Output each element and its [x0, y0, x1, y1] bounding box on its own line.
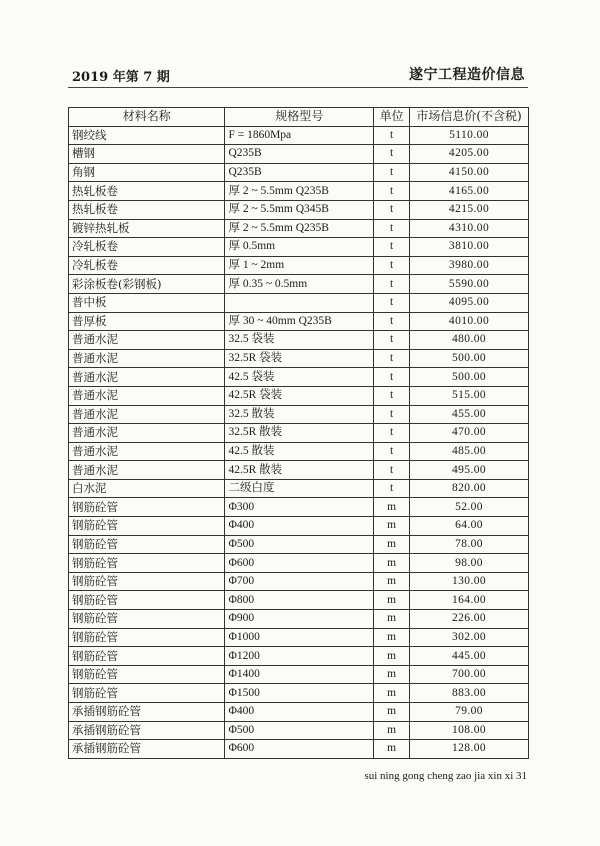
spec-cell: F = 1860Mpa	[225, 126, 374, 145]
table-row	[69, 312, 529, 331]
material-name-cell: 钢筋砼管	[69, 591, 225, 610]
spec-cell: Q235B	[225, 145, 374, 164]
price-cell: 495.00	[410, 461, 529, 480]
spec-cell: Φ400	[225, 703, 374, 722]
table-row	[69, 386, 529, 405]
unit-cell: t	[374, 442, 410, 461]
spec-cell: 厚 30 ~ 40mm Q235B	[225, 312, 374, 331]
table-row	[69, 628, 529, 647]
table-row	[69, 424, 529, 443]
spec-cell: 厚 2 ~ 5.5mm Q235B	[225, 219, 374, 238]
table-row	[69, 256, 529, 275]
spec-cell: 厚 0.35 ~ 0.5mm	[225, 275, 374, 294]
unit-cell: m	[374, 684, 410, 703]
table-row	[69, 572, 529, 591]
price-cell: 79.00	[410, 703, 529, 722]
unit-cell: t	[374, 126, 410, 145]
unit-cell: m	[374, 591, 410, 610]
price-cell: 5590.00	[410, 275, 529, 294]
material-name-cell: 普通水泥	[69, 442, 225, 461]
spec-cell: 二级白度	[225, 479, 374, 498]
column-header-spec: 规格型号	[225, 108, 374, 127]
price-cell: 485.00	[410, 442, 529, 461]
table-row	[69, 238, 529, 257]
table-row	[69, 293, 529, 312]
material-name-cell: 角钢	[69, 163, 225, 182]
price-cell: 480.00	[410, 331, 529, 350]
material-name-cell: 钢筋砼管	[69, 572, 225, 591]
table-row	[69, 163, 529, 182]
unit-cell: m	[374, 572, 410, 591]
unit-cell: t	[374, 219, 410, 238]
price-cell: 4205.00	[410, 145, 529, 164]
unit-cell: t	[374, 349, 410, 368]
price-cell: 820.00	[410, 479, 529, 498]
material-name-cell: 白水泥	[69, 479, 225, 498]
price-cell: 500.00	[410, 349, 529, 368]
spec-cell: 32.5R 散装	[225, 424, 374, 443]
price-cell: 4095.00	[410, 293, 529, 312]
table-row	[69, 498, 529, 517]
spec-cell: Φ800	[225, 591, 374, 610]
unit-cell: t	[374, 368, 410, 387]
material-name-cell: 普通水泥	[69, 349, 225, 368]
price-cell: 4165.00	[410, 182, 529, 201]
price-cell: 4010.00	[410, 312, 529, 331]
material-name-cell: 钢绞线	[69, 126, 225, 145]
price-cell: 470.00	[410, 424, 529, 443]
material-name-cell: 冷轧板卷	[69, 238, 225, 257]
unit-cell: m	[374, 628, 410, 647]
spec-cell: Φ500	[225, 535, 374, 554]
spec-cell: Φ1000	[225, 628, 374, 647]
table-row	[69, 647, 529, 666]
spec-cell: 厚 1 ~ 2mm	[225, 256, 374, 275]
spec-cell	[225, 293, 374, 312]
spec-cell: Q235B	[225, 163, 374, 182]
price-cell: 302.00	[410, 628, 529, 647]
price-cell: 445.00	[410, 647, 529, 666]
unit-cell: t	[374, 182, 410, 201]
publication-title: 遂宁工程造价信息	[409, 67, 525, 83]
table-row	[69, 368, 529, 387]
table-row	[69, 349, 529, 368]
unit-cell: t	[374, 331, 410, 350]
material-name-cell: 热轧板卷	[69, 200, 225, 219]
price-cell: 515.00	[410, 386, 529, 405]
unit-cell: t	[374, 405, 410, 424]
table-row	[69, 479, 529, 498]
table-row	[69, 517, 529, 536]
spec-cell: 42.5 散装	[225, 442, 374, 461]
material-name-cell: 钢筋砼管	[69, 647, 225, 666]
unit-cell: t	[374, 293, 410, 312]
price-cell: 5110.00	[410, 126, 529, 145]
unit-cell: t	[374, 275, 410, 294]
price-cell: 130.00	[410, 572, 529, 591]
table-row	[69, 200, 529, 219]
unit-cell: m	[374, 535, 410, 554]
spec-cell: Φ400	[225, 517, 374, 536]
unit-cell: m	[374, 647, 410, 666]
unit-cell: t	[374, 145, 410, 164]
unit-cell: t	[374, 424, 410, 443]
material-name-cell: 普通水泥	[69, 461, 225, 480]
column-header-price: 市场信息价(不含税)	[410, 108, 529, 127]
price-cell: 226.00	[410, 610, 529, 629]
spec-cell: Φ1500	[225, 684, 374, 703]
price-cell: 108.00	[410, 721, 529, 740]
table-row	[69, 703, 529, 722]
table-row	[69, 740, 529, 759]
material-name-cell: 钢筋砼管	[69, 684, 225, 703]
unit-cell: m	[374, 554, 410, 573]
spec-cell: 32.5R 袋装	[225, 349, 374, 368]
price-table	[68, 107, 529, 759]
price-cell: 4150.00	[410, 163, 529, 182]
unit-cell: t	[374, 312, 410, 331]
price-cell: 3810.00	[410, 238, 529, 257]
material-name-cell: 钢筋砼管	[69, 498, 225, 517]
table-row	[69, 610, 529, 629]
spec-cell: 32.5 袋装	[225, 331, 374, 350]
unit-cell: m	[374, 517, 410, 536]
unit-cell: t	[374, 200, 410, 219]
spec-cell: Φ1400	[225, 665, 374, 684]
table-row	[69, 461, 529, 480]
unit-cell: t	[374, 386, 410, 405]
table-row	[69, 442, 529, 461]
table-row	[69, 684, 529, 703]
price-cell: 700.00	[410, 665, 529, 684]
material-name-cell: 槽钢	[69, 145, 225, 164]
table-row	[69, 554, 529, 573]
spec-cell: Φ700	[225, 572, 374, 591]
table-row	[69, 535, 529, 554]
material-name-cell: 承插钢筋砼管	[69, 740, 225, 759]
price-cell: 883.00	[410, 684, 529, 703]
material-name-cell: 钢筋砼管	[69, 628, 225, 647]
spec-cell: Φ300	[225, 498, 374, 517]
table-row	[69, 665, 529, 684]
unit-cell: t	[374, 163, 410, 182]
price-cell: 455.00	[410, 405, 529, 424]
spec-cell: 厚 2 ~ 5.5mm Q345B	[225, 200, 374, 219]
price-cell: 64.00	[410, 517, 529, 536]
header-divider	[68, 87, 528, 88]
price-cell: 128.00	[410, 740, 529, 759]
price-cell: 98.00	[410, 554, 529, 573]
spec-cell: 32.5 散装	[225, 405, 374, 424]
unit-cell: m	[374, 665, 410, 684]
unit-cell: t	[374, 479, 410, 498]
material-name-cell: 普通水泥	[69, 424, 225, 443]
table-row	[69, 219, 529, 238]
unit-cell: t	[374, 461, 410, 480]
issue-label: 2019 年第 7 期	[72, 70, 170, 85]
spec-cell: 42.5 袋装	[225, 368, 374, 387]
table-row	[69, 275, 529, 294]
price-cell: 164.00	[410, 591, 529, 610]
material-name-cell: 普通水泥	[69, 386, 225, 405]
unit-cell: m	[374, 610, 410, 629]
material-name-cell: 普厚板	[69, 312, 225, 331]
material-name-cell: 热轧板卷	[69, 182, 225, 201]
table-header-row	[69, 108, 529, 127]
price-cell: 52.00	[410, 498, 529, 517]
unit-cell: m	[374, 740, 410, 759]
unit-cell: m	[374, 498, 410, 517]
table-row	[69, 182, 529, 201]
spec-cell: Φ1200	[225, 647, 374, 666]
page-footer: sui ning gong cheng zao jia xin xi 31	[364, 770, 527, 782]
spec-cell: 42.5R 散装	[225, 461, 374, 480]
table-row	[69, 721, 529, 740]
material-name-cell: 钢筋砼管	[69, 665, 225, 684]
spec-cell: Φ900	[225, 610, 374, 629]
spec-cell: 厚 0.5mm	[225, 238, 374, 257]
table-row	[69, 126, 529, 145]
price-cell: 4310.00	[410, 219, 529, 238]
material-name-cell: 钢筋砼管	[69, 535, 225, 554]
material-name-cell: 冷轧板卷	[69, 256, 225, 275]
spec-cell: Φ500	[225, 721, 374, 740]
table-row	[69, 331, 529, 350]
material-name-cell: 钢筋砼管	[69, 554, 225, 573]
unit-cell: t	[374, 238, 410, 257]
price-cell: 4215.00	[410, 200, 529, 219]
material-name-cell: 普中板	[69, 293, 225, 312]
material-name-cell: 钢筋砼管	[69, 517, 225, 536]
unit-cell: t	[374, 256, 410, 275]
spec-cell: 厚 2 ~ 5.5mm Q235B	[225, 182, 374, 201]
material-name-cell: 普通水泥	[69, 331, 225, 350]
unit-cell: m	[374, 721, 410, 740]
spec-cell: Φ600	[225, 740, 374, 759]
material-name-cell: 彩涂板卷(彩钢板)	[69, 275, 225, 294]
table-row	[69, 405, 529, 424]
price-cell: 3980.00	[410, 256, 529, 275]
table-row	[69, 591, 529, 610]
material-name-cell: 镀锌热轧板	[69, 219, 225, 238]
material-name-cell: 承插钢筋砼管	[69, 721, 225, 740]
table-row	[69, 145, 529, 164]
material-name-cell: 普通水泥	[69, 368, 225, 387]
spec-cell: Φ600	[225, 554, 374, 573]
column-header-name: 材料名称	[69, 108, 225, 127]
unit-cell: m	[374, 703, 410, 722]
spec-cell: 42.5R 袋装	[225, 386, 374, 405]
material-name-cell: 承插钢筋砼管	[69, 703, 225, 722]
material-name-cell: 普通水泥	[69, 405, 225, 424]
price-cell: 78.00	[410, 535, 529, 554]
material-name-cell: 钢筋砼管	[69, 610, 225, 629]
column-header-unit: 单位	[374, 108, 410, 127]
price-cell: 500.00	[410, 368, 529, 387]
